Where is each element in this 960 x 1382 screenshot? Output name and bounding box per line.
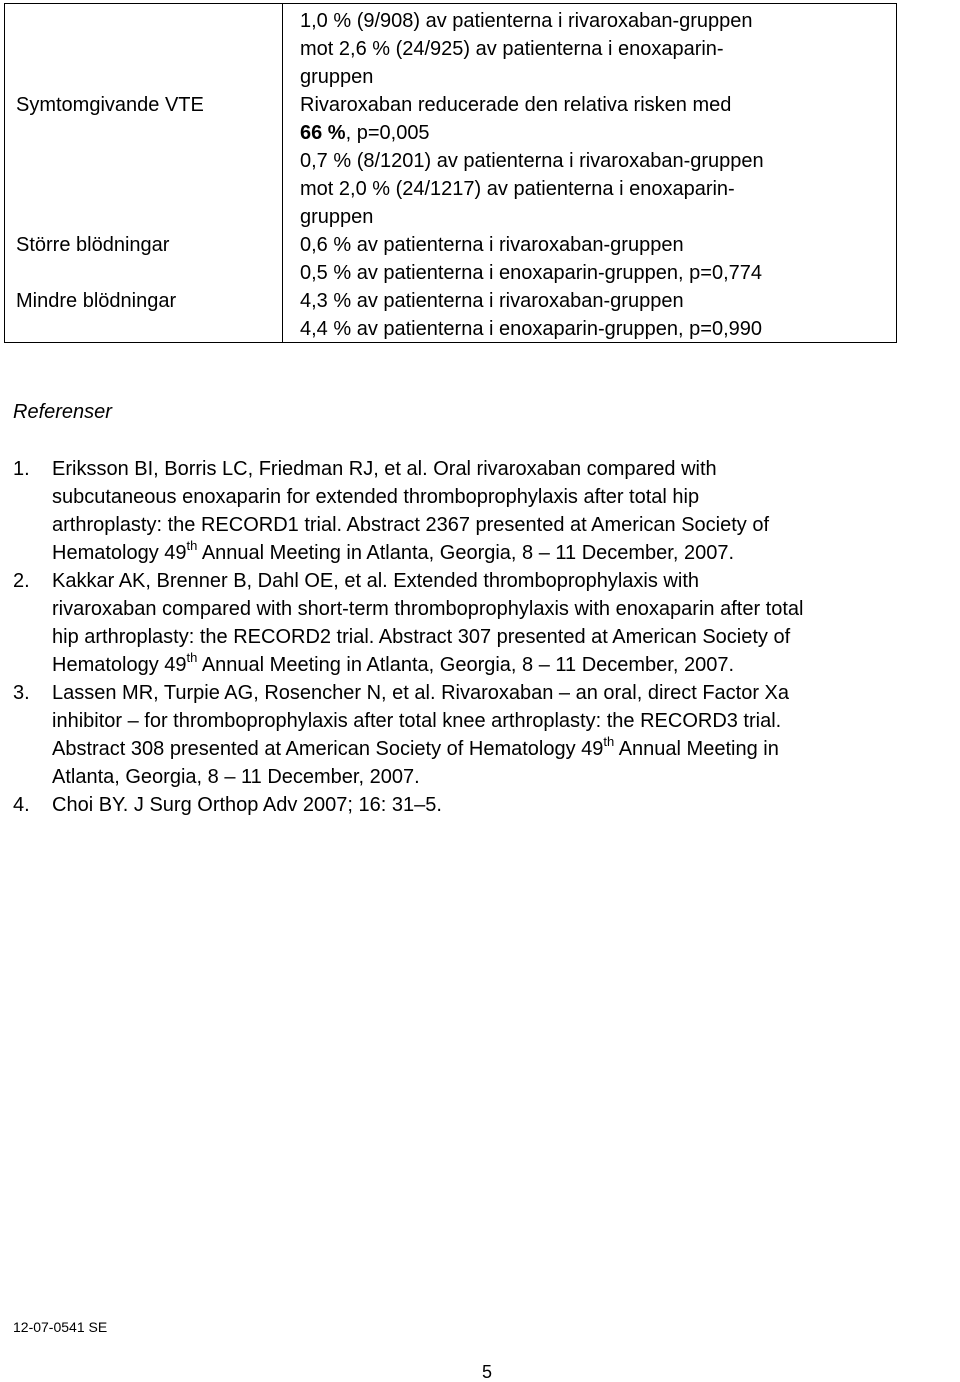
reference-number: 2. xyxy=(13,570,30,592)
reference-text: Abstract 308 presented at American Society of Hematology 49 xyxy=(52,738,604,760)
reference-text: Hematology 49 xyxy=(52,542,187,564)
risk-reduction-value: 66 % xyxy=(300,122,346,144)
reference-line: rivaroxaban compared with short-term thromboprophylaxis with enoxaparin after total xyxy=(52,598,804,620)
table-text-line: 0,7 % (8/1201) av patienterna i rivaroxaban-gruppen xyxy=(300,150,764,172)
references-heading: Referenser xyxy=(13,401,112,423)
document-code: 12-07-0541 SE xyxy=(13,1319,108,1335)
row-values-mindre-blodningar xyxy=(300,287,762,343)
table-text-line: 4,4 % av patienterna i enoxaparin-gruppen, p=0,990 xyxy=(300,318,763,340)
reference-line: Lassen MR, Turpie AG, Rosencher N, et al. Rivaroxaban – an oral, direct Factor Xa xyxy=(52,682,790,704)
p-value-text: , p=0,005 xyxy=(345,122,430,144)
row-label-mindre-blodningar: Mindre blödningar xyxy=(16,290,177,312)
row-values-symtomgivande-vte xyxy=(300,7,764,231)
reference-line: hip arthroplasty: the RECORD2 trial. Abstract 307 presented at American Society of xyxy=(52,626,791,648)
reference-text: Hematology 49 xyxy=(52,654,187,676)
row-values-storre-blodningar xyxy=(300,231,762,287)
references-list xyxy=(13,455,958,819)
reference-line: inhibitor – for thromboprophylaxis after total knee arthroplasty: the RECORD3 trial. xyxy=(52,710,782,732)
reference-line: Atlanta, Georgia, 8 – 11 December, 2007. xyxy=(52,766,420,788)
table-text-line: Rivaroxaban reducerade den relativa risken med xyxy=(300,94,732,116)
reference-item-3 xyxy=(13,679,958,791)
reference-text: Annual Meeting in Atlanta, Georgia, 8 – 11 December, 2007. xyxy=(197,654,735,676)
row-label-storre-blodningar: Större blödningar xyxy=(16,234,170,256)
table-text-line: mot 2,0 % (24/1217) av patienterna i enoxaparin- xyxy=(300,178,735,200)
reference-item-4 xyxy=(13,791,958,819)
page-number: 5 xyxy=(482,1362,493,1382)
table-text-line: 1,0 % (9/908) av patienterna i rivaroxaban-gruppen xyxy=(300,10,753,32)
ordinal-suffix: th xyxy=(186,650,198,666)
reference-text: Annual Meeting in Atlanta, Georgia, 8 – 11 December, 2007. xyxy=(197,542,735,564)
ordinal-suffix: th xyxy=(603,734,615,750)
table-text-line: 4,3 % av patienterna i rivaroxaban-gruppen xyxy=(300,290,684,312)
table-text-line: gruppen xyxy=(300,206,374,228)
reference-number: 4. xyxy=(13,794,30,816)
table-text-line: gruppen xyxy=(300,66,374,88)
reference-line: Eriksson BI, Borris LC, Friedman RJ, et al. Oral rivaroxaban compared with xyxy=(52,458,717,480)
reference-line: Kakkar AK, Brenner B, Dahl OE, et al. Extended thromboprophylaxis with xyxy=(52,570,699,592)
reference-line xyxy=(52,539,958,567)
ordinal-suffix: th xyxy=(186,538,198,554)
reference-item-1 xyxy=(13,455,958,567)
results-table xyxy=(4,3,897,343)
row-label-symtomgivande-vte: Symtomgivande VTE xyxy=(16,94,204,116)
reference-item-2 xyxy=(13,567,958,679)
table-text-line xyxy=(300,119,764,147)
table-text-line: 0,5 % av patienterna i enoxaparin-gruppen, p=0,774 xyxy=(300,262,763,284)
reference-line: subcutaneous enoxaparin for extended thromboprophylaxis after total hip xyxy=(52,486,700,508)
reference-line xyxy=(52,735,958,763)
reference-line: Choi BY. J Surg Orthop Adv 2007; 16: 31–5. xyxy=(52,794,442,816)
reference-number: 3. xyxy=(13,682,30,704)
table-column-divider xyxy=(282,4,283,342)
reference-line xyxy=(52,651,958,679)
table-text-line: mot 2,6 % (24/925) av patienterna i enoxaparin- xyxy=(300,38,724,60)
reference-text: Annual Meeting in xyxy=(614,738,779,760)
table-text-line: 0,6 % av patienterna i rivaroxaban-gruppen xyxy=(300,234,684,256)
reference-number: 1. xyxy=(13,458,30,480)
reference-line: arthroplasty: the RECORD1 trial. Abstract 2367 presented at American Society of xyxy=(52,514,770,536)
